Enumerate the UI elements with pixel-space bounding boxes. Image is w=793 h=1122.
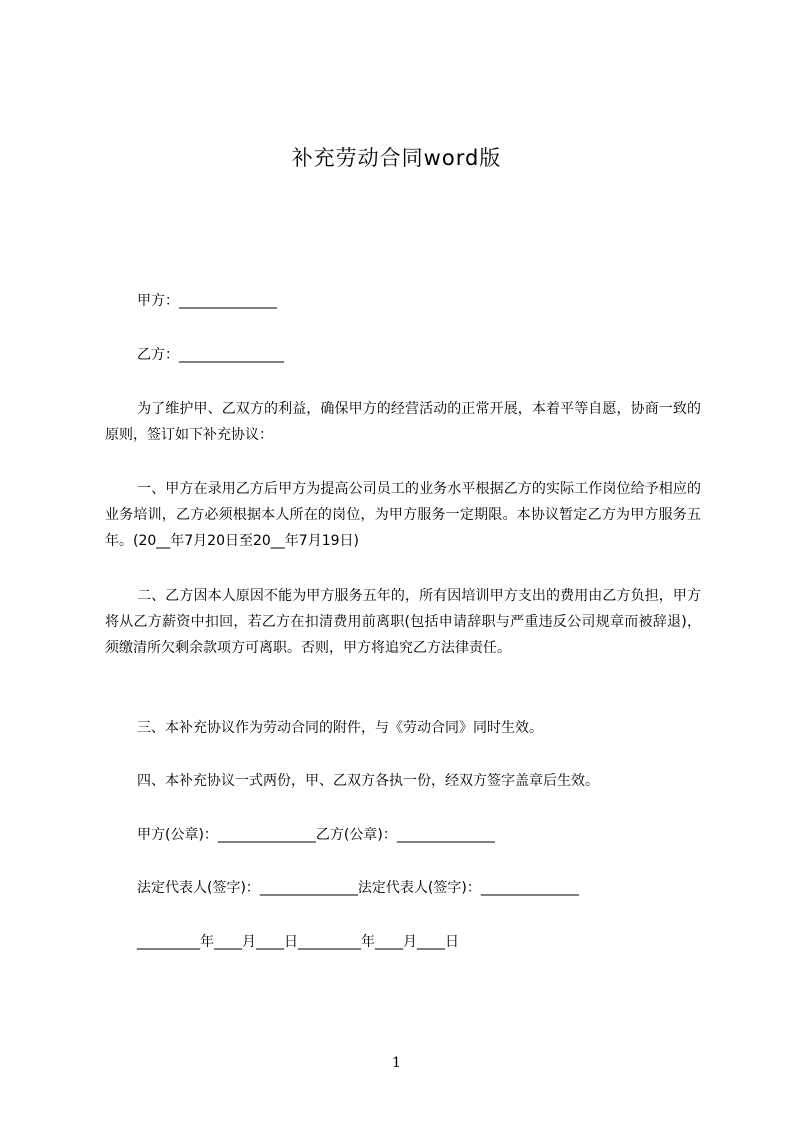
intro-text: 为了维护甲、乙双方的利益，确保甲方的经营活动的正常开展，本着平等自愿，协商一致的原则，签订如下补充协议： xyxy=(105,401,701,443)
clause-2-text: 二、乙方因本人原因不能为甲方服务五年的，所有因培训甲方支出的费用由乙方负担，甲方将从乙方薪资中扣回，若乙方在扣清费用前离职(包括申请辞职与严重违反公司规章而被辞退)，须缴清所欠剩余款项方可离职。否则，甲方将追究乙方法律责任。 xyxy=(105,588,701,656)
document-title: 补充劳动合同word版 xyxy=(291,146,502,170)
clause-1-paragraph xyxy=(105,476,701,554)
party-b-line: 乙方：_______________ xyxy=(137,347,284,363)
date-line: _________年____月____日_________年____月____日 xyxy=(137,934,459,950)
clause-4-line: 四、本补充协议一式两份，甲、乙双方各执一份，经双方签字盖章后生效。 xyxy=(137,773,599,789)
representative-signature-line: 法定代表人(签字)：______________法定代表人(签字)：______________ xyxy=(137,880,579,896)
page-number: 1 xyxy=(392,1055,401,1071)
clause-1-text: 一、甲方在录用乙方后甲方为提高公司员工的业务水平根据乙方的实际工作岗位给予相应的业务培训，乙方必须根据本人所在的岗位，为甲方服务一定期限。本协议暂定乙方为甲方服务五年。(20__年7月20日至20__年7月19日) xyxy=(105,481,701,549)
seal-line: 甲方(公章)：______________乙方(公章)：______________ xyxy=(137,827,495,843)
party-a-line: 甲方：______________ xyxy=(137,293,277,309)
intro-paragraph xyxy=(105,396,701,448)
clause-3-line: 三、本补充协议作为劳动合同的附件，与《劳动合同》同时生效。 xyxy=(137,720,543,736)
clause-2-paragraph xyxy=(105,583,701,661)
